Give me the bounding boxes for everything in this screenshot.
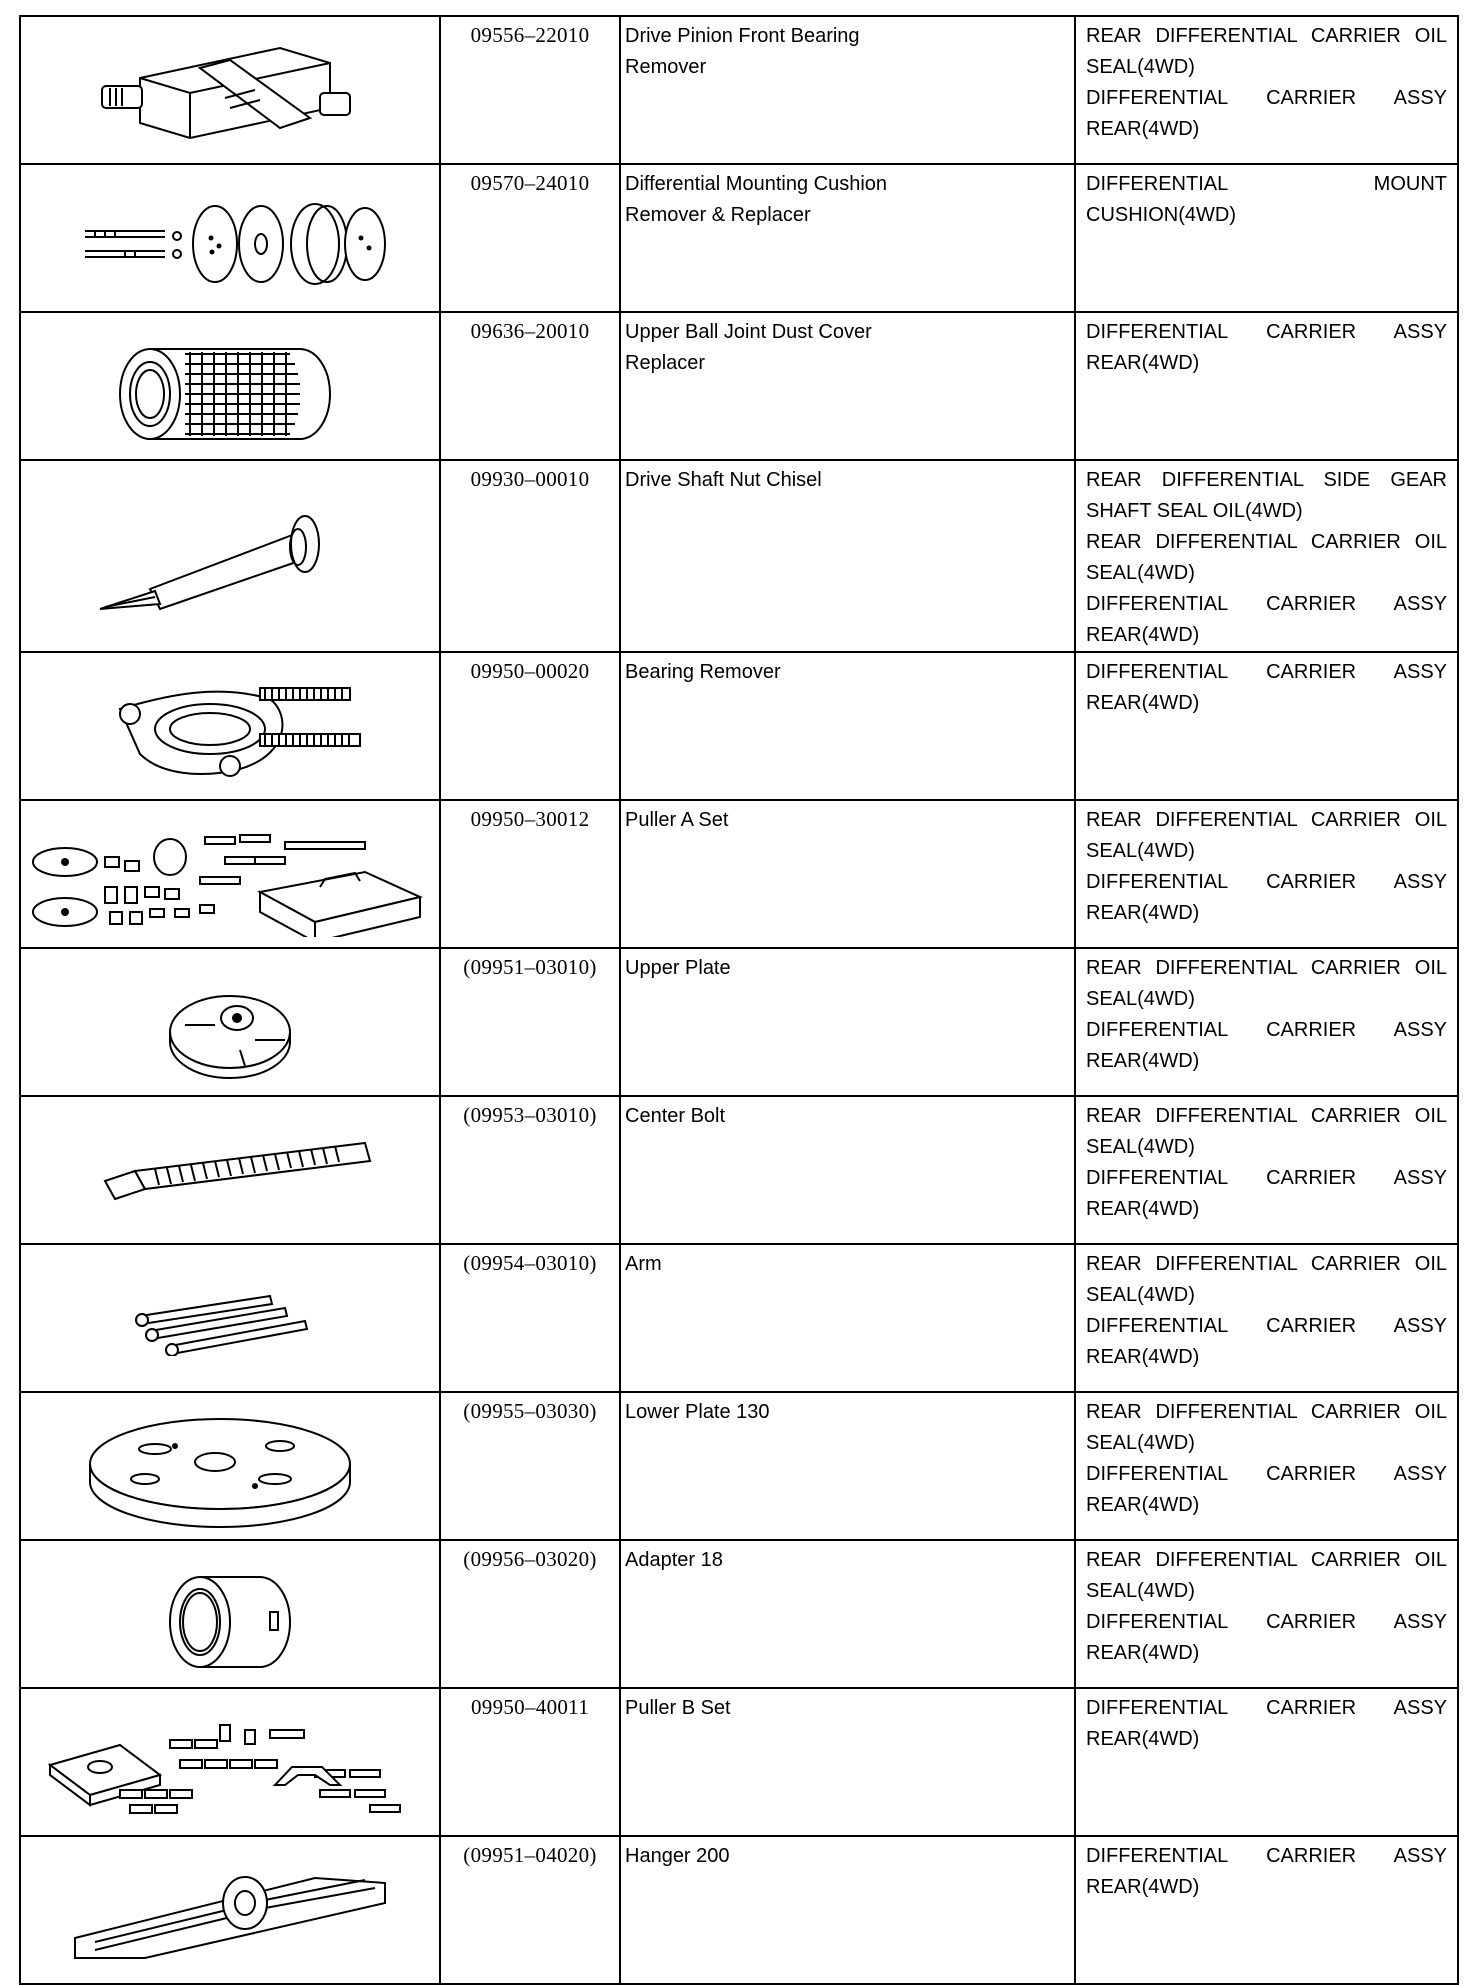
part-number: 09930–00010 [440,460,620,652]
usage-line: REAR(4WD) [1086,1346,1200,1368]
table-row [20,312,1458,460]
tool-name-line: Adapter 18 [625,1549,723,1571]
tool-name-line: Drive Shaft Nut Chisel [625,469,822,491]
knurled-sleeve-icon [110,334,350,444]
bearing-remover-tool-icon [80,38,380,148]
tool-name [620,1540,1075,1688]
part-number: 09636–20010 [440,312,620,460]
usage-description [1075,312,1458,460]
usage-line: DIFFERENTIAL CARRIER ASSY [1086,1315,1447,1337]
usage-line: SEAL(4WD) [1086,840,1195,862]
usage-description [1075,164,1458,312]
usage-line: DIFFERENTIAL CARRIER ASSY [1086,1697,1447,1719]
usage-description [1075,1540,1458,1688]
table-row [20,1688,1458,1836]
usage-line: REAR(4WD) [1086,1876,1200,1898]
usage-line: REAR(4WD) [1086,1050,1200,1072]
usage-line: DIFFERENTIAL CARRIER ASSY [1086,1463,1447,1485]
usage-line: DIFFERENTIAL CARRIER ASSY [1086,661,1447,683]
usage-line: REAR DIFFERENTIAL CARRIER OIL [1086,957,1447,979]
part-number: (09951–04020) [440,1836,620,1984]
usage-line: DIFFERENTIAL CARRIER ASSY [1086,321,1447,343]
tool-name [620,16,1075,164]
table-row [20,1836,1458,1984]
tool-name [620,460,1075,652]
usage-description [1075,1392,1458,1540]
part-number: 09950–30012 [440,800,620,948]
hanger-icon [55,1858,405,1968]
part-number: (09951–03010) [440,948,620,1096]
usage-line: SEAL(4WD) [1086,1432,1195,1454]
tool-name-line: Remover & Replacer [625,204,811,226]
table-row [20,164,1458,312]
tool-name [620,1836,1075,1984]
part-number: 09950–00020 [440,652,620,800]
tool-name-line: Center Bolt [625,1105,726,1127]
adapter-icon [150,1562,310,1672]
part-number: 09950–40011 [440,1688,620,1836]
tool-name-line: Puller B Set [625,1697,731,1719]
part-number: 09556–22010 [440,16,620,164]
part-number: (09956–03020) [440,1540,620,1688]
tool-name-line: Differential Mounting Cushion [625,173,888,195]
tool-illustration-cell [20,1688,440,1836]
tool-name-line: Bearing Remover [625,661,781,683]
usage-description [1075,1688,1458,1836]
usage-line: REAR DIFFERENTIAL CARRIER OIL [1086,809,1447,831]
tool-name [620,1244,1075,1392]
tool-name [620,1096,1075,1244]
tool-name-line: Upper Plate [625,957,731,979]
tool-name [620,948,1075,1096]
usage-line: DIFFERENTIAL CARRIER ASSY [1086,87,1447,109]
tool-name [620,1688,1075,1836]
part-number: (09955–03030) [440,1392,620,1540]
usage-line: DIFFERENTIAL MOUNT [1086,173,1447,195]
puller-b-set-icon [30,1705,430,1825]
usage-line: REAR DIFFERENTIAL CARRIER OIL [1086,1549,1447,1571]
tool-illustration-cell [20,1392,440,1540]
usage-line: REAR DIFFERENTIAL CARRIER OIL [1086,531,1447,553]
usage-line: SEAL(4WD) [1086,562,1195,584]
table-row [20,800,1458,948]
usage-line: SHAFT SEAL OIL(4WD) [1086,500,1303,522]
usage-line: DIFFERENTIAL CARRIER ASSY [1086,1611,1447,1633]
usage-line: REAR(4WD) [1086,352,1200,374]
usage-line: REAR(4WD) [1086,118,1200,140]
table-row [20,1392,1458,1540]
tool-illustration-cell [20,1836,440,1984]
usage-line: REAR DIFFERENTIAL SIDE GEAR [1086,469,1447,491]
usage-line: REAR(4WD) [1086,1642,1200,1664]
table-row [20,16,1458,164]
table-body [20,16,1458,1984]
tool-illustration-cell [20,948,440,1096]
part-number: (09953–03010) [440,1096,620,1244]
table-row [20,652,1458,800]
tool-name [620,1392,1075,1540]
cushion-remover-set-icon [65,196,395,286]
usage-line: DIFFERENTIAL CARRIER ASSY [1086,871,1447,893]
usage-line: SEAL(4WD) [1086,1284,1195,1306]
usage-line: REAR(4WD) [1086,1494,1200,1516]
usage-line: DIFFERENTIAL CARRIER ASSY [1086,1167,1447,1189]
upper-plate-icon [145,970,315,1080]
arms-icon [120,1286,340,1356]
usage-description [1075,1096,1458,1244]
tool-illustration-cell [20,1244,440,1392]
tool-name-line: Drive Pinion Front Bearing [625,25,860,47]
lower-plate-icon [65,1404,395,1534]
tool-illustration-cell [20,800,440,948]
tool-name [620,800,1075,948]
usage-description [1075,652,1458,800]
usage-description [1075,16,1458,164]
tool-illustration-cell [20,1096,440,1244]
usage-line: REAR(4WD) [1086,1198,1200,1220]
usage-line: REAR DIFFERENTIAL CARRIER OIL [1086,1401,1447,1423]
table-row [20,1540,1458,1688]
tool-illustration-cell [20,1540,440,1688]
usage-line: SEAL(4WD) [1086,56,1195,78]
usage-line: REAR DIFFERENTIAL CARRIER OIL [1086,1253,1447,1275]
part-number: 09570–24010 [440,164,620,312]
usage-line: SEAL(4WD) [1086,988,1195,1010]
usage-line: REAR(4WD) [1086,624,1200,646]
tool-name-line: Hanger 200 [625,1845,730,1867]
tool-name-line: Upper Ball Joint Dust Cover [625,321,872,343]
usage-line: DIFFERENTIAL CARRIER ASSY [1086,593,1447,615]
puller-a-set-icon [25,817,435,937]
tool-name [620,652,1075,800]
tool-illustration-cell [20,460,440,652]
special-service-tools-table [19,15,1459,1985]
usage-line: REAR(4WD) [1086,1728,1200,1750]
usage-description [1075,800,1458,948]
table-row [20,460,1458,652]
tool-illustration-cell [20,312,440,460]
table-row [20,1096,1458,1244]
tool-name [620,164,1075,312]
usage-description [1075,948,1458,1096]
tool-name-line: Puller A Set [625,809,729,831]
chisel-icon [80,499,380,619]
usage-line: REAR(4WD) [1086,692,1200,714]
usage-line: DIFFERENTIAL CARRIER ASSY [1086,1845,1447,1867]
tool-illustration-cell [20,652,440,800]
usage-line: CUSHION(4WD) [1086,204,1236,226]
tool-name [620,312,1075,460]
table-row [20,1244,1458,1392]
tool-name-line: Replacer [625,352,706,374]
table-row [20,948,1458,1096]
usage-line: REAR DIFFERENTIAL CARRIER OIL [1086,25,1447,47]
part-number: (09954–03010) [440,1244,620,1392]
tool-illustration-cell [20,164,440,312]
usage-line: DIFFERENTIAL CARRIER ASSY [1086,1019,1447,1041]
bearing-separator-icon [80,674,380,784]
tool-name-line: Remover [625,56,707,78]
center-bolt-icon [75,1133,385,1213]
usage-description [1075,1836,1458,1984]
usage-description [1075,1244,1458,1392]
tool-name-line: Lower Plate 130 [625,1401,770,1423]
tool-name-line: Arm [625,1253,662,1275]
usage-line: SEAL(4WD) [1086,1580,1195,1602]
usage-line: REAR DIFFERENTIAL CARRIER OIL [1086,1105,1447,1127]
usage-line: SEAL(4WD) [1086,1136,1195,1158]
tool-illustration-cell [20,16,440,164]
usage-description [1075,460,1458,652]
usage-line: REAR(4WD) [1086,902,1200,924]
